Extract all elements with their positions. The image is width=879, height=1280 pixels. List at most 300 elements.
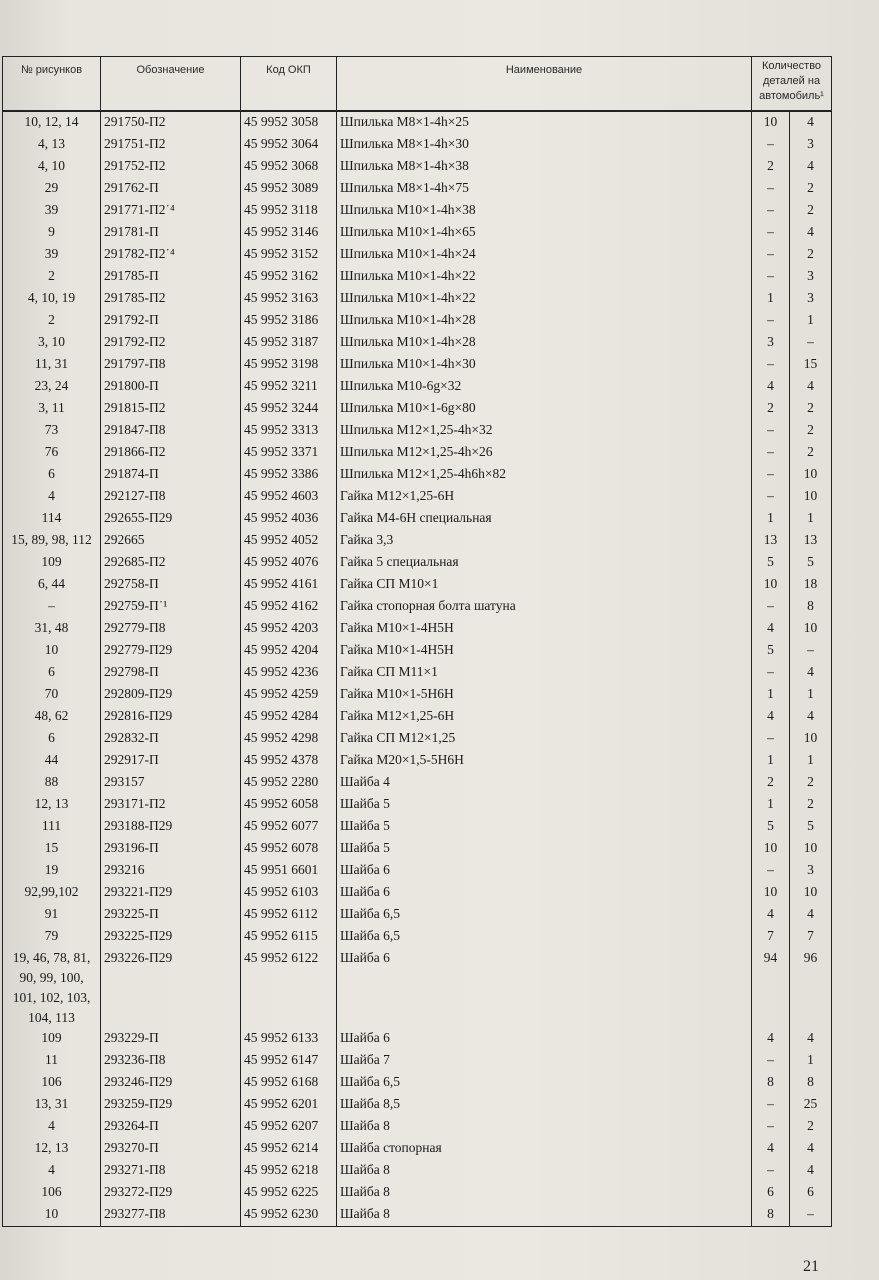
figure-numbers-cell: 2 — [3, 310, 101, 332]
quantity-b-cell: 25 — [790, 1094, 832, 1116]
quantity-b-cell: 3 — [790, 860, 832, 882]
table-row — [3, 860, 832, 882]
quantity-a-cell: – — [752, 200, 790, 222]
quantity-a-cell: – — [752, 442, 790, 464]
quantity-b-cell: 13 — [790, 530, 832, 552]
table-row — [3, 1028, 832, 1050]
quantity-a-cell: 4 — [752, 706, 790, 728]
quantity-b-cell: 10 — [790, 838, 832, 860]
quantity-b-cell: 8 — [790, 596, 832, 618]
figure-numbers-cell: 39 — [3, 200, 101, 222]
header-okp-code: Код ОКП — [241, 57, 337, 112]
figure-numbers-cell: 6 — [3, 662, 101, 684]
part-name-cell: Шайба 6 — [337, 860, 752, 882]
quantity-a-cell: – — [752, 354, 790, 376]
okp-code-cell: 45 9952 3186 — [241, 310, 337, 332]
table-row — [3, 948, 832, 1028]
part-name-cell: Шпилька М10×1-4h×30 — [337, 354, 752, 376]
designation-cell: 292758-П — [101, 574, 241, 596]
okp-code-cell: 45 9952 6112 — [241, 904, 337, 926]
table-row — [3, 332, 832, 354]
designation-cell: 293277-П8 — [101, 1204, 241, 1227]
okp-code-cell: 45 9952 6103 — [241, 882, 337, 904]
okp-code-cell: 45 9952 6133 — [241, 1028, 337, 1050]
okp-code-cell: 45 9952 6168 — [241, 1072, 337, 1094]
table-row — [3, 882, 832, 904]
okp-code-cell: 45 9952 6122 — [241, 948, 337, 1028]
quantity-b-cell: 4 — [790, 706, 832, 728]
figure-numbers-cell: 12, 13 — [3, 794, 101, 816]
designation-cell: 291762-П — [101, 178, 241, 200]
table-row — [3, 464, 832, 486]
quantity-a-cell: 1 — [752, 684, 790, 706]
quantity-a-cell: 1 — [752, 750, 790, 772]
part-name-cell: Гайка М20×1,5-5Н6Н — [337, 750, 752, 772]
table-row — [3, 508, 832, 530]
designation-cell: 292655-П29 — [101, 508, 241, 530]
figure-numbers-cell: 10 — [3, 1204, 101, 1227]
table-row — [3, 486, 832, 508]
quantity-b-cell: 10 — [790, 618, 832, 640]
quantity-b-cell: 3 — [790, 134, 832, 156]
part-name-cell: Гайка М12×1,25-6Н — [337, 486, 752, 508]
table-row — [3, 310, 832, 332]
table-row — [3, 530, 832, 552]
quantity-a-cell: 8 — [752, 1072, 790, 1094]
quantity-b-cell: 10 — [790, 882, 832, 904]
table-row — [3, 904, 832, 926]
quantity-b-cell: 18 — [790, 574, 832, 596]
part-name-cell: Гайка 5 специальная — [337, 552, 752, 574]
quantity-a-cell: – — [752, 1116, 790, 1138]
part-name-cell: Гайка стопорная болта шатуна — [337, 596, 752, 618]
designation-cell: 293226-П29 — [101, 948, 241, 1028]
quantity-a-cell: 6 — [752, 1182, 790, 1204]
designation-cell: 292809-П29 — [101, 684, 241, 706]
okp-code-cell: 45 9952 4284 — [241, 706, 337, 728]
header-quantity: Количество деталей на автомобиль¹ — [752, 57, 832, 112]
okp-code-cell: 45 9952 3064 — [241, 134, 337, 156]
designation-cell: 293229-П — [101, 1028, 241, 1050]
part-name-cell: Шпилька М12×1,25-4h6h×82 — [337, 464, 752, 486]
designation-cell: 293188-П29 — [101, 816, 241, 838]
okp-code-cell: 45 9952 3162 — [241, 266, 337, 288]
table-row — [3, 684, 832, 706]
designation-cell: 293221-П29 — [101, 882, 241, 904]
quantity-b-cell: 1 — [790, 1050, 832, 1072]
okp-code-cell: 45 9952 4298 — [241, 728, 337, 750]
quantity-b-cell: – — [790, 332, 832, 354]
designation-cell: 293246-П29 — [101, 1072, 241, 1094]
quantity-a-cell: – — [752, 420, 790, 442]
designation-cell: 291750-П2 — [101, 111, 241, 134]
quantity-b-cell: 10 — [790, 464, 832, 486]
quantity-b-cell: 2 — [790, 772, 832, 794]
quantity-b-cell: 96 — [790, 948, 832, 1028]
okp-code-cell: 45 9952 4036 — [241, 508, 337, 530]
table-body — [3, 111, 832, 1227]
figure-numbers-cell: 2 — [3, 266, 101, 288]
header-name: Наименование — [337, 57, 752, 112]
okp-code-cell: 45 9952 2280 — [241, 772, 337, 794]
quantity-a-cell: 10 — [752, 838, 790, 860]
quantity-b-cell: 1 — [790, 684, 832, 706]
figure-numbers-cell: 23, 24 — [3, 376, 101, 398]
okp-code-cell: 45 9951 6601 — [241, 860, 337, 882]
quantity-b-cell: – — [790, 1204, 832, 1227]
table-row — [3, 838, 832, 860]
designation-cell: 291782-П2˙⁴ — [101, 244, 241, 266]
table-row — [3, 222, 832, 244]
figure-numbers-cell: 19 — [3, 860, 101, 882]
figure-numbers-cell: 3, 11 — [3, 398, 101, 420]
okp-code-cell: 45 9952 3152 — [241, 244, 337, 266]
quantity-a-cell: 13 — [752, 530, 790, 552]
quantity-a-cell: 4 — [752, 376, 790, 398]
figure-numbers-cell: 12, 13 — [3, 1138, 101, 1160]
table-row — [3, 1094, 832, 1116]
designation-cell: 292665 — [101, 530, 241, 552]
quantity-a-cell: – — [752, 596, 790, 618]
figure-numbers-cell: 111 — [3, 816, 101, 838]
part-name-cell: Гайка СП М12×1,25 — [337, 728, 752, 750]
figure-numbers-cell: 4, 10, 19 — [3, 288, 101, 310]
figure-numbers-cell: 15 — [3, 838, 101, 860]
quantity-b-cell: 3 — [790, 288, 832, 310]
part-name-cell: Шпилька М12×1,25-4h×32 — [337, 420, 752, 442]
part-name-cell: Шайба 4 — [337, 772, 752, 794]
quantity-b-cell: 2 — [790, 244, 832, 266]
okp-code-cell: 45 9952 6207 — [241, 1116, 337, 1138]
table-row — [3, 288, 832, 310]
designation-cell: 293271-П8 — [101, 1160, 241, 1182]
part-name-cell: Шайба 8,5 — [337, 1094, 752, 1116]
quantity-a-cell: – — [752, 1050, 790, 1072]
okp-code-cell: 45 9952 3211 — [241, 376, 337, 398]
quantity-b-cell: 4 — [790, 156, 832, 178]
table-row — [3, 706, 832, 728]
figure-numbers-cell: 29 — [3, 178, 101, 200]
table-row — [3, 772, 832, 794]
part-name-cell: Шайба 8 — [337, 1116, 752, 1138]
okp-code-cell: 45 9952 4162 — [241, 596, 337, 618]
part-name-cell: Шпилька М10×1-4h×28 — [337, 310, 752, 332]
table-row — [3, 728, 832, 750]
quantity-a-cell: 94 — [752, 948, 790, 1028]
quantity-a-cell: 1 — [752, 794, 790, 816]
part-name-cell: Шайба 6 — [337, 882, 752, 904]
table-row — [3, 926, 832, 948]
quantity-b-cell: 10 — [790, 486, 832, 508]
figure-numbers-cell: 6, 44 — [3, 574, 101, 596]
quantity-a-cell: 2 — [752, 398, 790, 420]
quantity-b-cell: 4 — [790, 904, 832, 926]
quantity-a-cell: 4 — [752, 618, 790, 640]
quantity-a-cell: – — [752, 1160, 790, 1182]
part-name-cell: Шпилька М8×1-4h×25 — [337, 111, 752, 134]
quantity-b-cell: 6 — [790, 1182, 832, 1204]
part-name-cell: Гайка М12×1,25-6Н — [337, 706, 752, 728]
table-row — [3, 1116, 832, 1138]
designation-cell: 291800-П — [101, 376, 241, 398]
designation-cell: 293157 — [101, 772, 241, 794]
table-row — [3, 420, 832, 442]
designation-cell: 293272-П29 — [101, 1182, 241, 1204]
quantity-a-cell: 2 — [752, 156, 790, 178]
figure-numbers-cell: 10, 12, 14 — [3, 111, 101, 134]
quantity-b-cell: 1 — [790, 508, 832, 530]
quantity-b-cell: 15 — [790, 354, 832, 376]
quantity-b-cell: 1 — [790, 750, 832, 772]
quantity-a-cell: – — [752, 486, 790, 508]
part-name-cell: Шпилька М8×1-4h×30 — [337, 134, 752, 156]
part-name-cell: Шайба 6,5 — [337, 904, 752, 926]
table-header — [3, 57, 832, 112]
table-row — [3, 1182, 832, 1204]
okp-code-cell: 45 9952 3068 — [241, 156, 337, 178]
table-row — [3, 354, 832, 376]
header-figures: № рисунков — [3, 57, 101, 112]
figure-numbers-cell: 3, 10 — [3, 332, 101, 354]
okp-code-cell: 45 9952 4161 — [241, 574, 337, 596]
okp-code-cell: 45 9952 6218 — [241, 1160, 337, 1182]
designation-cell: 292798-П — [101, 662, 241, 684]
part-name-cell: Шайба 5 — [337, 838, 752, 860]
figure-numbers-cell: 92,99,102 — [3, 882, 101, 904]
designation-cell: 293171-П2 — [101, 794, 241, 816]
part-name-cell: Гайка 3,3 — [337, 530, 752, 552]
part-name-cell: Гайка М4-6Н специальная — [337, 508, 752, 530]
quantity-a-cell: 4 — [752, 1138, 790, 1160]
okp-code-cell: 45 9952 4378 — [241, 750, 337, 772]
okp-code-cell: 45 9952 6077 — [241, 816, 337, 838]
table-row — [3, 111, 832, 134]
part-name-cell: Шпилька М12×1,25-4h×26 — [337, 442, 752, 464]
quantity-a-cell: 1 — [752, 508, 790, 530]
quantity-a-cell: – — [752, 222, 790, 244]
part-name-cell: Шпилька М10×1-4h×38 — [337, 200, 752, 222]
designation-cell: 292917-П — [101, 750, 241, 772]
table-row — [3, 1160, 832, 1182]
okp-code-cell: 45 9952 6225 — [241, 1182, 337, 1204]
okp-code-cell: 45 9952 3371 — [241, 442, 337, 464]
quantity-a-cell: 10 — [752, 882, 790, 904]
designation-cell: 291785-П — [101, 266, 241, 288]
quantity-b-cell: 3 — [790, 266, 832, 288]
figure-numbers-cell: 109 — [3, 552, 101, 574]
table-row — [3, 574, 832, 596]
okp-code-cell: 45 9952 4204 — [241, 640, 337, 662]
part-name-cell: Шайба 7 — [337, 1050, 752, 1072]
table-row — [3, 816, 832, 838]
designation-cell: 293270-П — [101, 1138, 241, 1160]
okp-code-cell: 45 9952 6230 — [241, 1204, 337, 1227]
okp-code-cell: 45 9952 3187 — [241, 332, 337, 354]
designation-cell: 292685-П2 — [101, 552, 241, 574]
okp-code-cell: 45 9952 4236 — [241, 662, 337, 684]
part-name-cell: Гайка М10×1-4Н5Н — [337, 640, 752, 662]
designation-cell: 291771-П2˙⁴ — [101, 200, 241, 222]
quantity-b-cell: 2 — [790, 200, 832, 222]
figure-numbers-cell: 4 — [3, 1160, 101, 1182]
quantity-b-cell: 10 — [790, 728, 832, 750]
designation-cell: 292832-П — [101, 728, 241, 750]
part-name-cell: Гайка СП М10×1 — [337, 574, 752, 596]
table-row — [3, 596, 832, 618]
quantity-b-cell: 5 — [790, 816, 832, 838]
quantity-a-cell: 10 — [752, 111, 790, 134]
quantity-b-cell: 2 — [790, 1116, 832, 1138]
designation-cell: 291792-П2 — [101, 332, 241, 354]
okp-code-cell: 45 9952 3118 — [241, 200, 337, 222]
figure-numbers-cell: 4 — [3, 486, 101, 508]
quantity-a-cell: – — [752, 728, 790, 750]
part-name-cell: Гайка М10×1-5Н6Н — [337, 684, 752, 706]
okp-code-cell: 45 9952 3386 — [241, 464, 337, 486]
designation-cell: 291792-П — [101, 310, 241, 332]
table-row — [3, 662, 832, 684]
quantity-a-cell: – — [752, 244, 790, 266]
okp-code-cell: 45 9952 3313 — [241, 420, 337, 442]
part-name-cell: Шайба стопорная — [337, 1138, 752, 1160]
figure-numbers-cell: 4, 10 — [3, 156, 101, 178]
figure-numbers-cell: 4, 13 — [3, 134, 101, 156]
figure-numbers-cell: 19, 46, 78, 81, 90, 99, 100, 101, 102, 103, 104, 113 — [3, 948, 101, 1028]
table-row — [3, 750, 832, 772]
designation-cell: 291785-П2 — [101, 288, 241, 310]
part-name-cell: Шпилька М8×1-4h×38 — [337, 156, 752, 178]
figure-numbers-cell: 106 — [3, 1072, 101, 1094]
part-name-cell: Шпилька М10×1-4h×65 — [337, 222, 752, 244]
quantity-a-cell: – — [752, 134, 790, 156]
part-name-cell: Шайба 6,5 — [337, 1072, 752, 1094]
okp-code-cell: 45 9952 3089 — [241, 178, 337, 200]
designation-cell: 293259-П29 — [101, 1094, 241, 1116]
figure-numbers-cell: 106 — [3, 1182, 101, 1204]
part-name-cell: Шпилька М10×1-4h×22 — [337, 266, 752, 288]
table-row — [3, 244, 832, 266]
figure-numbers-cell: 31, 48 — [3, 618, 101, 640]
quantity-a-cell: 2 — [752, 772, 790, 794]
figure-numbers-cell: 11, 31 — [3, 354, 101, 376]
part-name-cell: Шпилька М10×1-4h×24 — [337, 244, 752, 266]
table-row — [3, 1138, 832, 1160]
quantity-b-cell: 4 — [790, 1028, 832, 1050]
designation-cell: 293196-П — [101, 838, 241, 860]
part-name-cell: Шайба 8 — [337, 1160, 752, 1182]
figure-numbers-cell: 91 — [3, 904, 101, 926]
quantity-a-cell: – — [752, 310, 790, 332]
figure-numbers-cell: 79 — [3, 926, 101, 948]
okp-code-cell: 45 9952 3244 — [241, 398, 337, 420]
table-row — [3, 178, 832, 200]
part-name-cell: Шпилька М10×1-4h×28 — [337, 332, 752, 354]
part-name-cell: Шпилька М8×1-4h×75 — [337, 178, 752, 200]
figure-numbers-cell: 70 — [3, 684, 101, 706]
figure-numbers-cell: 10 — [3, 640, 101, 662]
designation-cell: 291874-П — [101, 464, 241, 486]
figure-numbers-cell: 73 — [3, 420, 101, 442]
quantity-b-cell: 4 — [790, 222, 832, 244]
table-row — [3, 398, 832, 420]
designation-cell: 293225-П — [101, 904, 241, 926]
quantity-a-cell: 1 — [752, 288, 790, 310]
quantity-a-cell: – — [752, 464, 790, 486]
okp-code-cell: 45 9952 3058 — [241, 111, 337, 134]
figure-numbers-cell: 109 — [3, 1028, 101, 1050]
quantity-a-cell: 5 — [752, 640, 790, 662]
okp-code-cell: 45 9952 4603 — [241, 486, 337, 508]
part-name-cell: Шайба 6 — [337, 1028, 752, 1050]
designation-cell: 291751-П2 — [101, 134, 241, 156]
table-row — [3, 156, 832, 178]
figure-numbers-cell: 9 — [3, 222, 101, 244]
figure-numbers-cell: 48, 62 — [3, 706, 101, 728]
designation-cell: 293264-П — [101, 1116, 241, 1138]
figure-numbers-cell: 76 — [3, 442, 101, 464]
figure-numbers-cell: – — [3, 596, 101, 618]
page-number: 21 — [803, 1258, 819, 1275]
quantity-b-cell: – — [790, 640, 832, 662]
figure-numbers-cell: 114 — [3, 508, 101, 530]
quantity-a-cell: 8 — [752, 1204, 790, 1227]
part-name-cell: Шайба 5 — [337, 794, 752, 816]
designation-cell: 293236-П8 — [101, 1050, 241, 1072]
figure-numbers-cell: 6 — [3, 728, 101, 750]
designation-cell: 291781-П — [101, 222, 241, 244]
quantity-a-cell: – — [752, 860, 790, 882]
table-row — [3, 552, 832, 574]
quantity-b-cell: 2 — [790, 420, 832, 442]
table-row — [3, 1072, 832, 1094]
part-name-cell: Шайба 5 — [337, 816, 752, 838]
okp-code-cell: 45 9952 3163 — [241, 288, 337, 310]
okp-code-cell: 45 9952 3198 — [241, 354, 337, 376]
quantity-a-cell: 7 — [752, 926, 790, 948]
quantity-a-cell: – — [752, 178, 790, 200]
quantity-a-cell: 5 — [752, 816, 790, 838]
quantity-b-cell: 2 — [790, 398, 832, 420]
okp-code-cell: 45 9952 4052 — [241, 530, 337, 552]
header-designation: Обозначение — [101, 57, 241, 112]
quantity-a-cell: – — [752, 662, 790, 684]
part-name-cell: Шайба 8 — [337, 1182, 752, 1204]
designation-cell: 291752-П2 — [101, 156, 241, 178]
designation-cell: 293225-П29 — [101, 926, 241, 948]
table-row — [3, 1050, 832, 1072]
okp-code-cell: 45 9952 3146 — [241, 222, 337, 244]
quantity-b-cell: 4 — [790, 1160, 832, 1182]
designation-cell: 293216 — [101, 860, 241, 882]
okp-code-cell: 45 9952 6201 — [241, 1094, 337, 1116]
figure-numbers-cell: 6 — [3, 464, 101, 486]
designation-cell: 291815-П2 — [101, 398, 241, 420]
figure-numbers-cell: 13, 31 — [3, 1094, 101, 1116]
figure-numbers-cell: 44 — [3, 750, 101, 772]
okp-code-cell: 45 9952 6078 — [241, 838, 337, 860]
table-row — [3, 376, 832, 398]
designation-cell: 292759-П˙¹ — [101, 596, 241, 618]
table-row — [3, 134, 832, 156]
figure-numbers-cell: 4 — [3, 1116, 101, 1138]
quantity-a-cell: 4 — [752, 904, 790, 926]
part-name-cell: Шпилька М10×1-4h×22 — [337, 288, 752, 310]
figure-numbers-cell: 11 — [3, 1050, 101, 1072]
part-name-cell: Шпилька М10-6g×32 — [337, 376, 752, 398]
quantity-b-cell: 4 — [790, 1138, 832, 1160]
quantity-a-cell: 5 — [752, 552, 790, 574]
quantity-b-cell: 8 — [790, 1072, 832, 1094]
